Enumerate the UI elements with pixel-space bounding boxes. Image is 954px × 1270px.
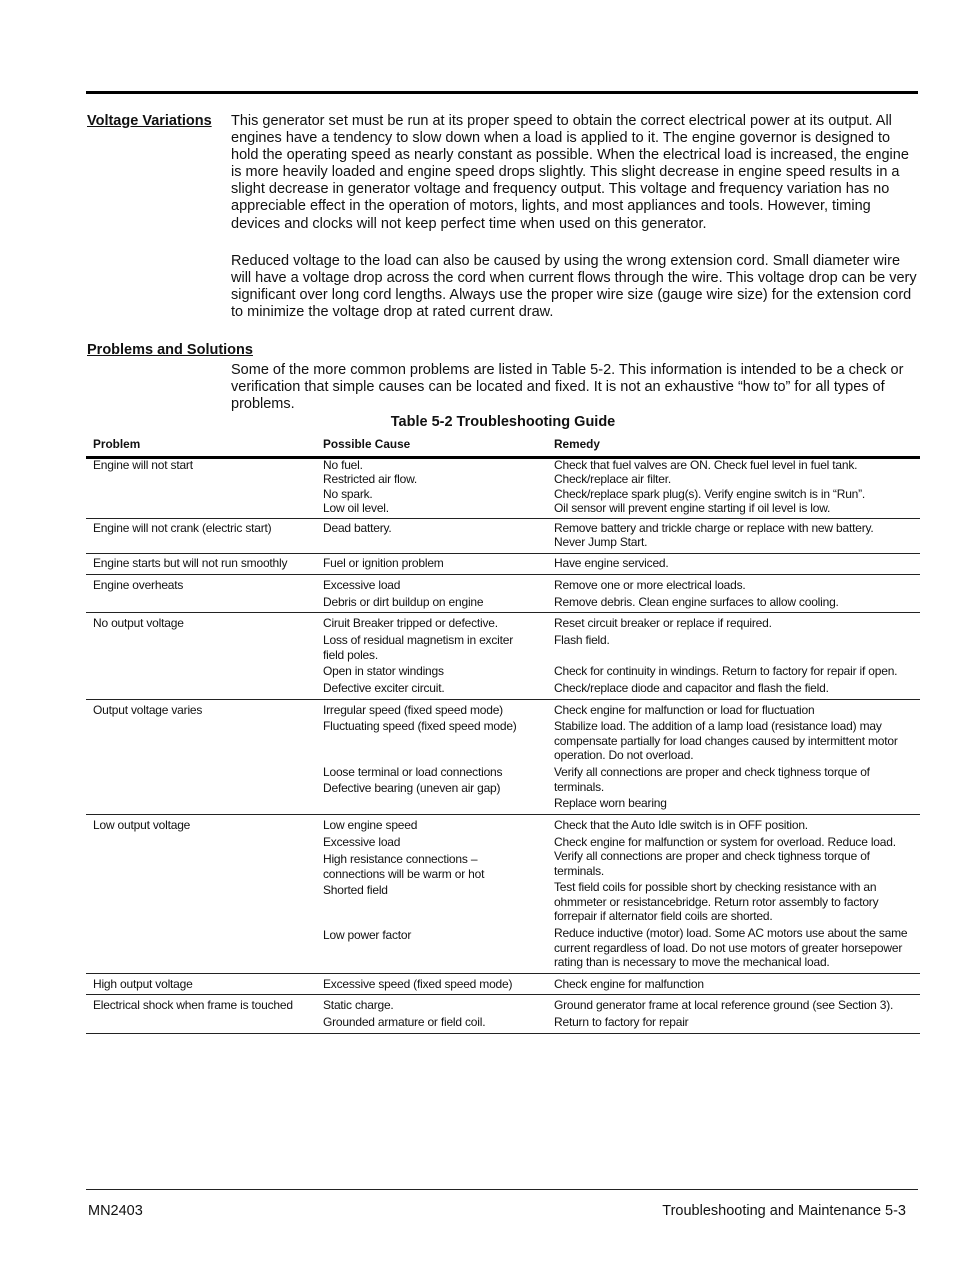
cause-line: Grounded armature or field coil. (323, 1015, 486, 1029)
remedy-line: Have engine serviced. (554, 556, 669, 570)
voltage-variations-paragraph-2: Reduced voltage to the load can also be caused by using the wrong extension cord. Small diameter wire will have a voltage drop across the cord when current flows through the wire. This voltage drop can be very significant over long cord lengths. Always use the proper wire size (gauge wire size) for the extension cord to minimize the voltage drop at rated current draw. (231, 253, 917, 321)
remedy-line: Remove debris. Clean engine surfaces to allow cooling. (554, 595, 839, 609)
cause-line: Loss of residual magnetism in exciter field poles. (323, 633, 514, 662)
cause-line: Fuel or ignition problem (323, 556, 444, 570)
column-header-problem: Problem (93, 437, 141, 451)
row-divider (86, 553, 920, 554)
row-divider (86, 973, 920, 974)
document-number: MN2403 (88, 1203, 143, 1219)
cause-line: No fuel. (323, 458, 363, 472)
table-bottom-rule (86, 1033, 920, 1034)
problems-solutions-paragraph: Some of the more common problems are listed in Table 5-2. This information is intended to be a check or verification that simple causes can be located and fixed. It is not an exhaustive “how to” for all types of problems. (231, 362, 904, 413)
remedy-line: Verify all connections are proper and check tighness torque of terminals. (554, 765, 870, 794)
remedy-line: Remove one or more electrical loads. (554, 578, 746, 592)
cause-line: Defective bearing (uneven air gap) (323, 781, 501, 795)
remedy-line: Check that fuel valves are ON. Check fuel level in fuel tank. (554, 458, 858, 472)
cause-line: Static charge. (323, 998, 394, 1012)
remedy-line: Never Jump Start. (554, 535, 648, 549)
remedy-line: Verify all connections are proper and check tighness torque of terminals. (554, 849, 870, 878)
voltage-variations-heading: Voltage Variations (87, 113, 212, 129)
remedy-line: Stabilize load. The addition of a lamp load (resistance load) may compensate partially for load changes caused by intermittent motor operation. Do not overload. (554, 719, 898, 763)
remedy-line: Check/replace diode and capacitor and flash the field. (554, 681, 829, 695)
footer-rule (86, 1189, 918, 1190)
problem-cell: Engine will not start (93, 458, 193, 472)
cause-line: Debris or dirt buildup on engine (323, 595, 484, 609)
remedy-line: Reduce inductive (motor) load. Some AC motors use about the same current regardless of load. Do not use motors of greater horsepower rating than is necessary to move the mechanical load. (554, 926, 908, 970)
row-divider (86, 612, 920, 613)
cause-line: Loose terminal or load connections (323, 765, 503, 779)
problem-cell: Output voltage varies (93, 703, 203, 717)
row-divider (86, 574, 920, 575)
remedy-line: Replace worn bearing (554, 796, 667, 810)
problem-cell: No output voltage (93, 616, 184, 630)
cause-line: Open in stator windings (323, 664, 444, 678)
remedy-line: Reset circuit breaker or replace if required. (554, 616, 772, 630)
row-divider (86, 518, 920, 519)
problems-solutions-heading: Problems and Solutions (87, 342, 253, 358)
cause-line: Low power factor (323, 928, 412, 942)
voltage-variations-paragraph-1: This generator set must be run at its proper speed to obtain the correct electrical power at its output. All engines have a tendency to slow down when a load is applied to it. The engine governor is designed to hold the operating speed as nearly constant as possible. When the electrical load is increased, the engine is more heavily loaded and engine speed drops slightly. This slight decrease in engine speed results in a slight decrease in generator voltage and frequency output. This voltage and frequency variation has no appreciable effect in the operation of motors, lights, and most appliances and tools. However, timing devices and clocks will not keep perfect time when used on this generator. (231, 113, 909, 232)
remedy-line: Ground generator frame at local reference ground (see Section 3). (554, 998, 894, 1012)
remedy-line: Test field coils for possible short by checking resistance with an ohmmeter or resistancebridge. Return rotor assembly to factory forrepair if alternator field coils are shorted. (554, 880, 879, 924)
cause-line: Restricted air flow. (323, 472, 418, 486)
remedy-line: Check that the Auto Idle switch is in OFF position. (554, 818, 808, 832)
row-divider (86, 699, 920, 700)
problem-cell: High output voltage (93, 977, 193, 991)
remedy-line: Check for continuity in windings. Return to factory for repair if open. (554, 664, 898, 678)
remedy-line: Check engine for malfunction or load for fluctuation (554, 703, 815, 717)
problem-cell: Electrical shock when frame is touched (93, 998, 293, 1012)
problem-cell: Engine will not crank (electric start) (93, 521, 272, 535)
remedy-line: Check/replace air filter. (554, 472, 672, 486)
cause-line: Fluctuating speed (fixed speed mode) (323, 719, 517, 733)
column-header-possible-cause: Possible Cause (323, 437, 411, 451)
remedy-line: Oil sensor will prevent engine starting if oil level is low. (554, 501, 831, 515)
remedy-line: Return to factory for repair (554, 1015, 689, 1029)
cause-line: Excessive load (323, 835, 401, 849)
remedy-line: Remove battery and trickle charge or replace with new battery. (554, 521, 874, 535)
column-header-remedy: Remedy (554, 437, 600, 451)
cause-line: Low engine speed (323, 818, 418, 832)
cause-line: Low oil level. (323, 501, 389, 515)
remedy-line: Check engine for malfunction (554, 977, 704, 991)
cause-line: Excessive speed (fixed speed mode) (323, 977, 513, 991)
cause-line: Irregular speed (fixed speed mode) (323, 703, 503, 717)
problem-cell: Engine starts but will not run smoothly (93, 556, 288, 570)
cause-line: Ciruit Breaker tripped or defective. (323, 616, 498, 630)
cause-line: Excessive load (323, 578, 401, 592)
top-rule (86, 91, 918, 94)
page-label: Troubleshooting and Maintenance 5-3 (662, 1203, 906, 1219)
remedy-line: Check engine for malfunction or system for overload. Reduce load. (554, 835, 896, 849)
remedy-line: Flash field. (554, 633, 610, 647)
table-title: Table 5-2 Troubleshooting Guide (390, 414, 616, 430)
problem-cell: Engine overheats (93, 578, 184, 592)
remedy-line: Check/replace spark plug(s). Verify engine switch is in “Run”. (554, 487, 866, 501)
cause-line: No spark. (323, 487, 373, 501)
cause-line: Defective exciter circuit. (323, 681, 445, 695)
cause-line: High resistance connections – connections will be warm or hot (323, 852, 485, 881)
cause-line: Dead battery. (323, 521, 392, 535)
row-divider (86, 994, 920, 995)
problem-cell: Low output voltage (93, 818, 191, 832)
cause-line: Shorted field (323, 883, 388, 897)
row-divider (86, 814, 920, 815)
